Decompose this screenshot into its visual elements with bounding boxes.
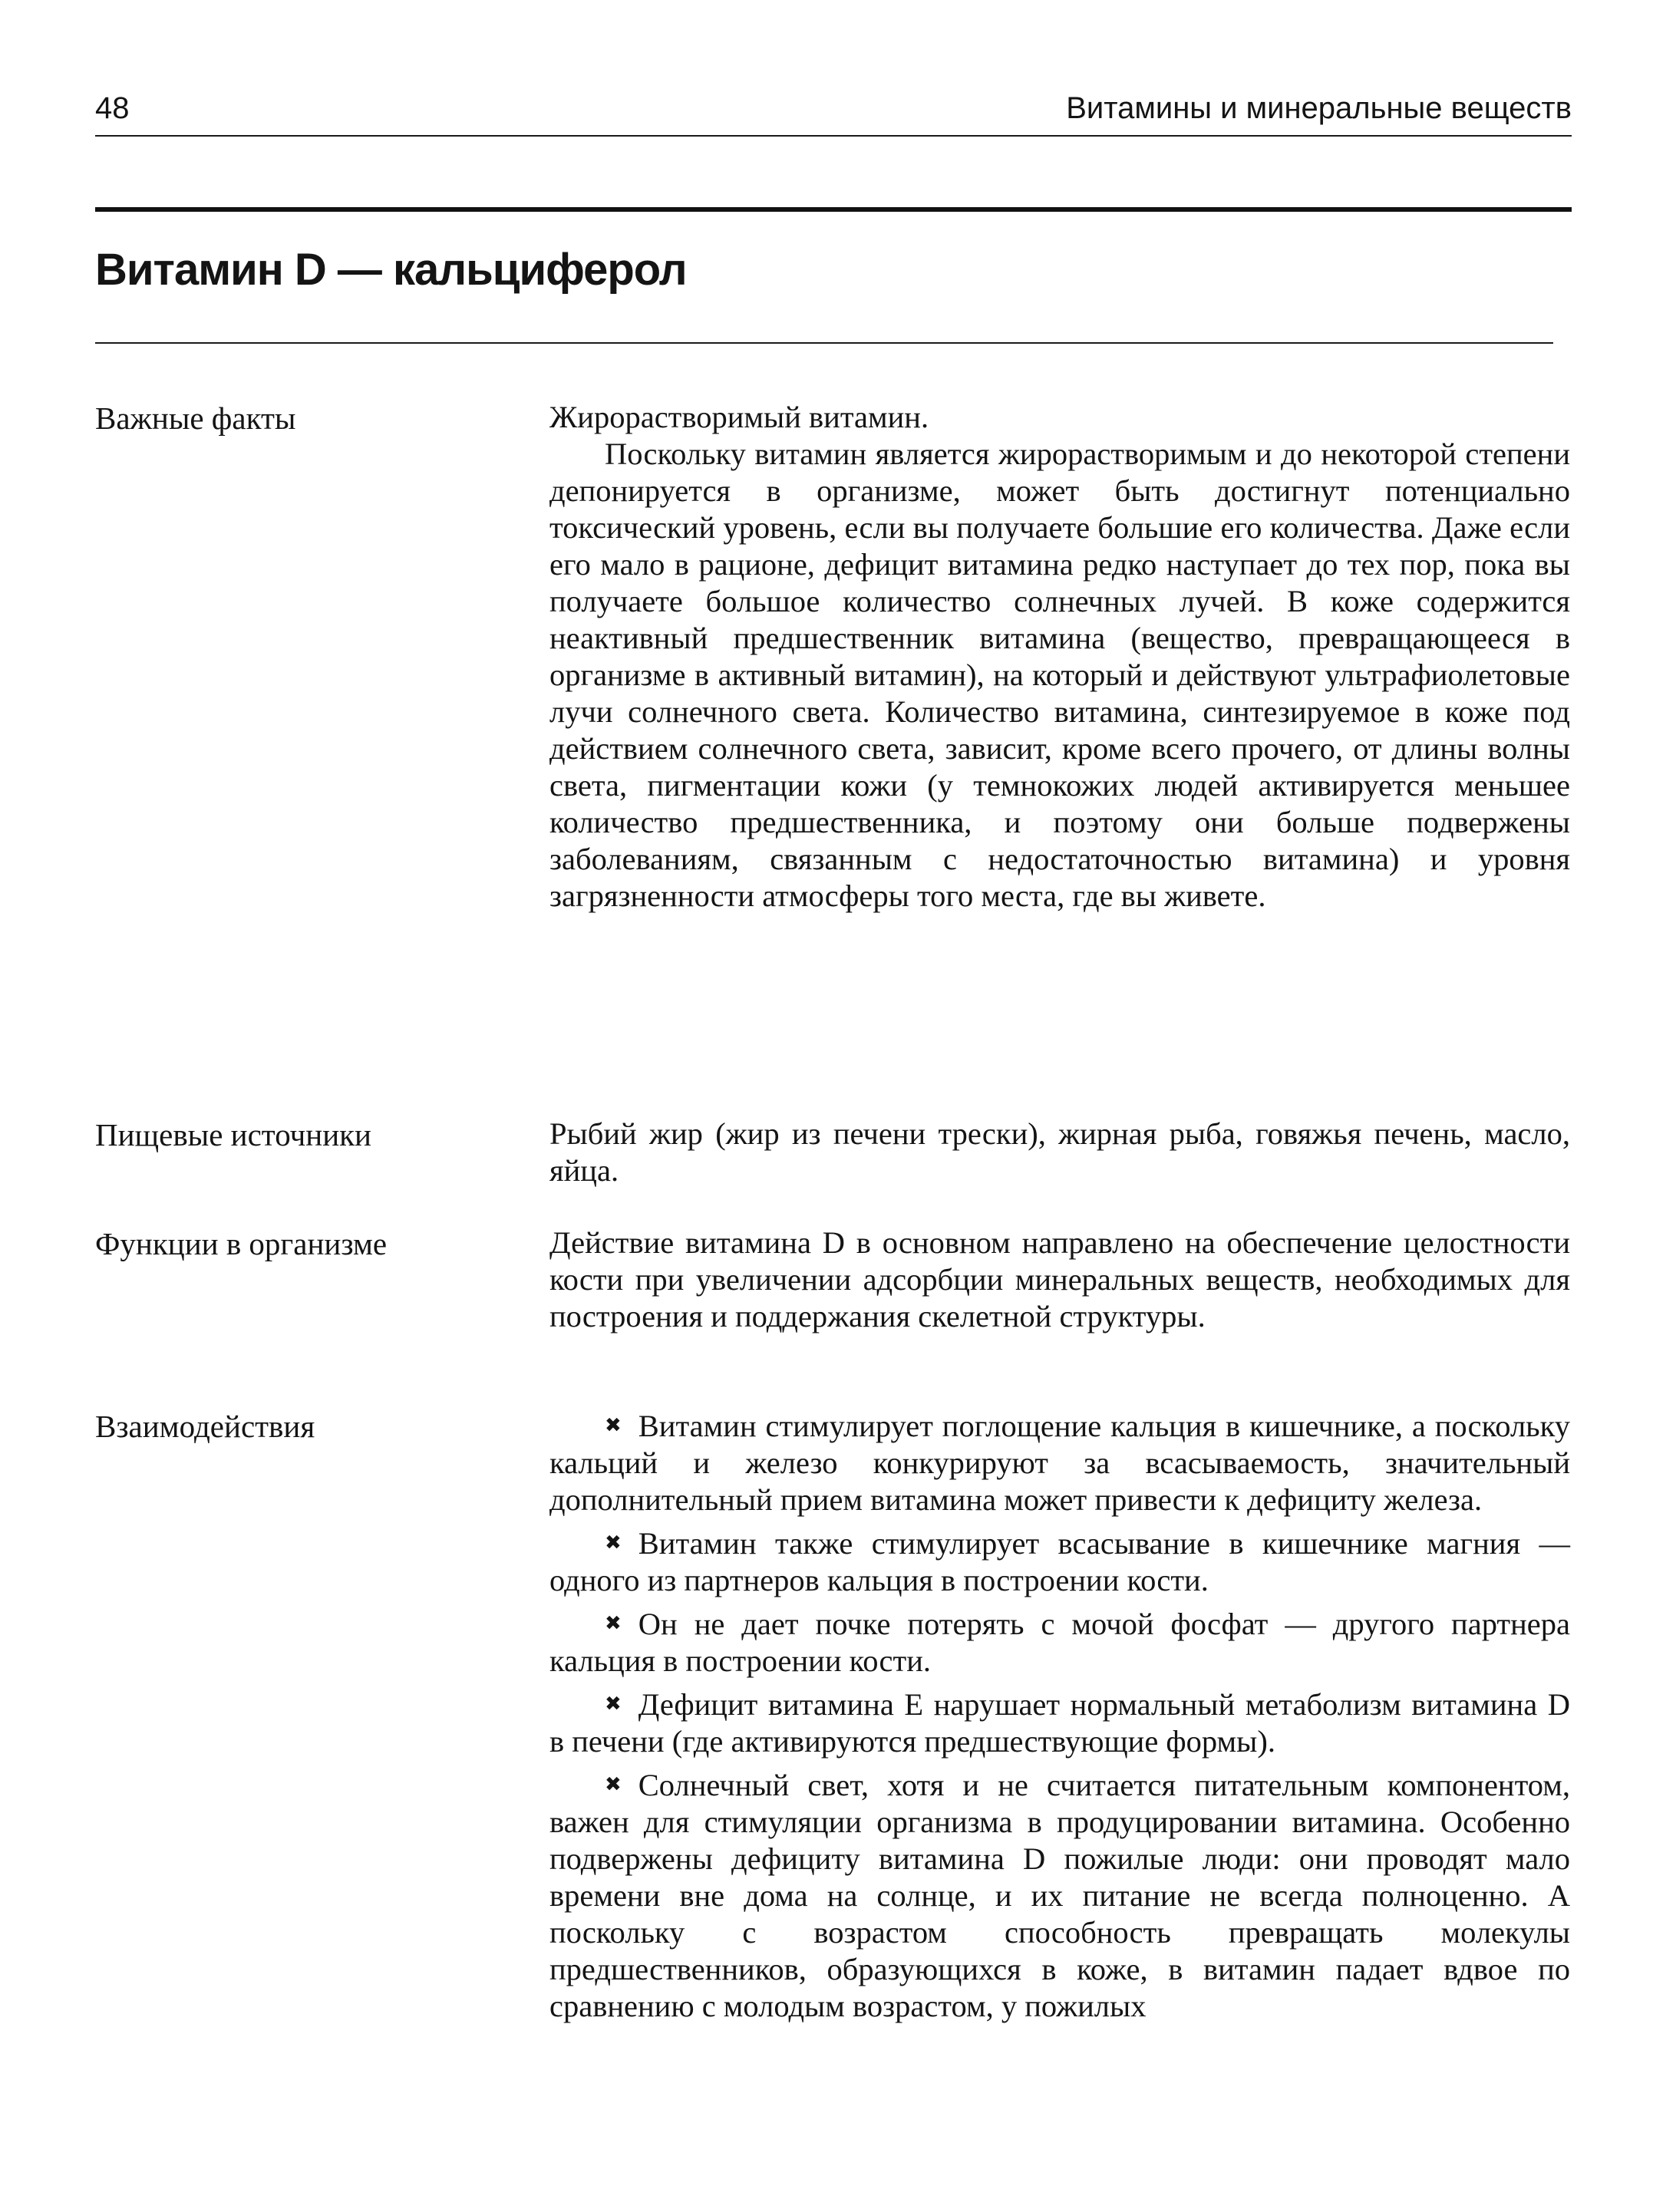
section-body-sources bbox=[549, 1116, 1570, 1189]
running-title: Витамины и минеральные веществ bbox=[1066, 91, 1572, 125]
list-item: ✖ Он не дает почке потерять с мочой фосфат — другого партнера кальция в построении кости. bbox=[549, 1607, 1570, 1678]
bullet-icon: ✖ bbox=[605, 1612, 622, 1635]
header-rule bbox=[95, 135, 1572, 137]
page-number: 48 bbox=[95, 91, 130, 125]
list-item: ✖ Витамин стимулирует поглощение кальция в кишечнике, а поскольку кальций и железо конкурируют за всасываемость, значительный дополнительный прием витамина может привести к дефициту железа. bbox=[549, 1409, 1570, 1517]
facts-lead: Жирорастворимый витамин. bbox=[549, 400, 929, 434]
section-label-interactions: Взаимодействия bbox=[95, 1409, 315, 1444]
title-top-rule bbox=[95, 207, 1572, 212]
section-label-sources: Пищевые источники bbox=[95, 1117, 371, 1152]
facts-paragraph: Поскольку витамин является жирорастворимым и до некоторой степени депонируется в организме, может быть достигнут потенциально токсический уровень, если вы получаете большие его количества. Даже если его мало в рационе, дефицит витамина редко наступает до тех пор, пока вы получаете большое количество солнечных лучей. В коже содержится неактивный предшественник витамина (вещество, превращающееся в организме в активный витамин), на который и действуют ультрафиолетовые лучи солнечного света. Количество витамина, синтезируемое в коже под действием солнечного света, зависит, кроме всего прочего, от длины волны света, пигментации кожи (у темнокожих людей активируется меньшее количество предшественника, и поэтому они больше подвержены заболеваниям, связанным с недостаточностью витамина) и уровня загрязненности атмосферы того места, где вы живете. bbox=[549, 437, 1570, 913]
bullet-icon: ✖ bbox=[605, 1693, 622, 1716]
bullet-icon: ✖ bbox=[605, 1414, 622, 1437]
list-item: ✖ Солнечный свет, хотя и не считается питательным компонентом, важен для стимуляции организма в продуцировании витамина. Особенно подвержены дефициту витамина D пожилые люди: они проводят мало времени вне дома на солнце, и их питание не всегда полноценно. А поскольку с возрастом способность превращать молекулы предшественников, образующихся в коже, в витамин падает вдвое по сравнению с молодым возрастом, у пожилых bbox=[549, 1768, 1570, 2023]
functions-text: Действие витамина D в основном направлено на обеспечение целостности кости при увеличении адсорбции минеральных веществ, необходимых для построения и поддержания скелетной структуры. bbox=[549, 1225, 1570, 1333]
title-bottom-rule bbox=[95, 342, 1553, 344]
section-label-facts: Важные факты bbox=[95, 401, 296, 436]
bullet-icon: ✖ bbox=[605, 1773, 622, 1796]
interactions-list bbox=[549, 1407, 1570, 2025]
sources-text: Рыбий жир (жир из печени трески), жирная рыба, говяжья печень, масло, яйца. bbox=[549, 1116, 1570, 1188]
section-body-functions bbox=[549, 1225, 1570, 1335]
section-body-facts bbox=[549, 399, 1570, 915]
section-body-interactions bbox=[549, 1407, 1570, 2031]
list-item: ✖ Дефицит витамина E нарушает нормальный метаболизм витамина D в печени (где активируются предшествующие формы). bbox=[549, 1687, 1570, 1759]
chapter-title: Витамин D — кальциферол bbox=[95, 245, 687, 295]
bullet-icon: ✖ bbox=[605, 1531, 622, 1554]
section-label-functions: Функции в организме bbox=[95, 1226, 388, 1261]
running-header bbox=[95, 83, 1572, 126]
list-item: ✖ Витамин также стимулирует всасывание в кишечнике магния — одного из партнеров кальция в построении кости. bbox=[549, 1526, 1570, 1597]
